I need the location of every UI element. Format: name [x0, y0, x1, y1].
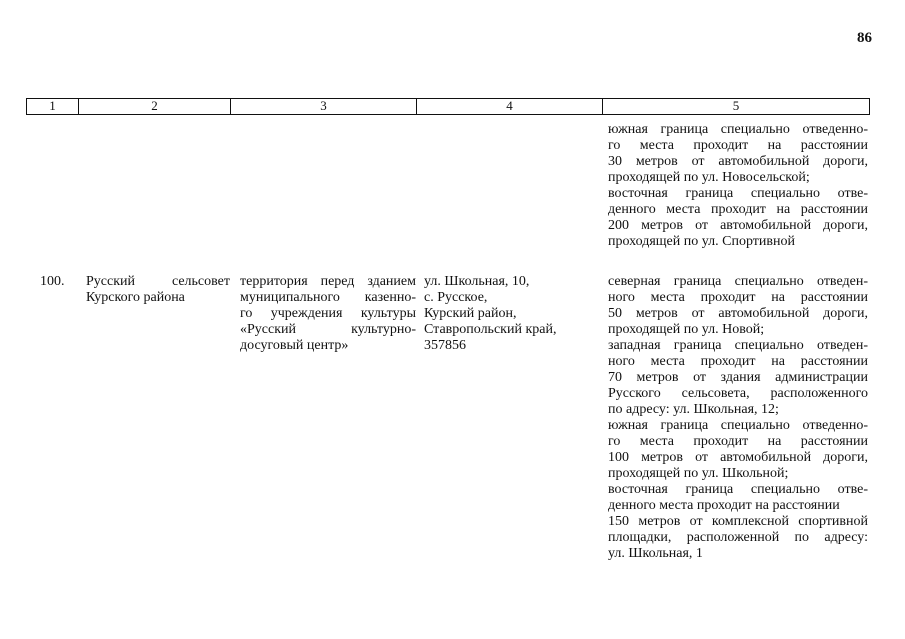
text-line: проходящей по ул. Новой;: [608, 322, 765, 337]
text-line: денного места проходит на расстоянии: [608, 498, 840, 513]
text-line: досуговый центр»: [240, 338, 349, 353]
text-line: 100 метров от автомобильной дороги,: [608, 450, 868, 465]
text-line: площадки, расположенной по адресу:: [608, 530, 868, 545]
text-line: ного места проходит на расстоянии: [608, 354, 868, 369]
text-line: проходящей по ул. Спортивной: [608, 234, 795, 249]
table-header-cell: 3: [231, 99, 417, 114]
text-line: западная граница специально отведен-: [608, 338, 868, 353]
text-line: Русского сельсовета, расположенного: [608, 386, 868, 401]
entry-number: 100.: [40, 274, 65, 289]
table-header-cell: 2: [79, 99, 231, 114]
page-number: 86: [857, 30, 872, 46]
entry-col4-text: [424, 274, 594, 354]
entry-col2-text: [86, 274, 230, 306]
text-line: ул. Школьная, 1: [608, 546, 703, 561]
text-line: с. Русское,: [424, 290, 488, 305]
entry-col3-text: [240, 274, 416, 354]
continuation-col5-text: [608, 122, 868, 250]
text-line: 200 метров от автомобильной дороги,: [608, 218, 868, 233]
text-line: 150 метров от комплексной спортивной: [608, 514, 868, 529]
text-line: 50 метров от автомобильной дороги,: [608, 306, 868, 321]
text-line: ного места проходит на расстоянии: [608, 290, 868, 305]
text-line: «Русский культурно-: [240, 322, 416, 337]
text-line: го учреждения культуры: [240, 306, 416, 321]
text-line: 70 метров от здания администрации: [608, 370, 868, 385]
table-header-cell: 4: [417, 99, 603, 114]
text-line: северная граница специально отведен-: [608, 274, 868, 289]
text-line: го места проходит на расстоянии: [608, 138, 868, 153]
text-line: 30 метров от автомобильной дороги,: [608, 154, 868, 169]
text-line: Русский сельсовет: [86, 274, 230, 289]
text-line: Курского района: [86, 290, 185, 305]
text-line: денного места проходит на расстоянии: [608, 202, 868, 217]
text-line: южная граница специально отведенно-: [608, 122, 868, 137]
text-line: 357856: [424, 338, 466, 353]
text-line: южная граница специально отведенно-: [608, 418, 868, 433]
text-line: восточная граница специально отве-: [608, 482, 868, 497]
table-header-row: [26, 98, 870, 115]
text-line: го места проходит на расстоянии: [608, 434, 868, 449]
text-line: территория перед зданием: [240, 274, 416, 289]
text-line: восточная граница специально отве-: [608, 186, 868, 201]
text-line: Курский район,: [424, 306, 517, 321]
text-line: муниципального казенно-: [240, 290, 416, 305]
text-line: по адресу: ул. Школьная, 12;: [608, 402, 779, 417]
text-line: ул. Школьная, 10,: [424, 274, 530, 289]
text-line: проходящей по ул. Новосельской;: [608, 170, 810, 185]
text-line: Ставропольский край,: [424, 322, 557, 337]
entry-col5-text: [608, 274, 868, 562]
text-line: проходящей по ул. Школьной;: [608, 466, 789, 481]
table-header-cell: 5: [732, 98, 740, 113]
table-header-cell: 1: [27, 99, 79, 114]
